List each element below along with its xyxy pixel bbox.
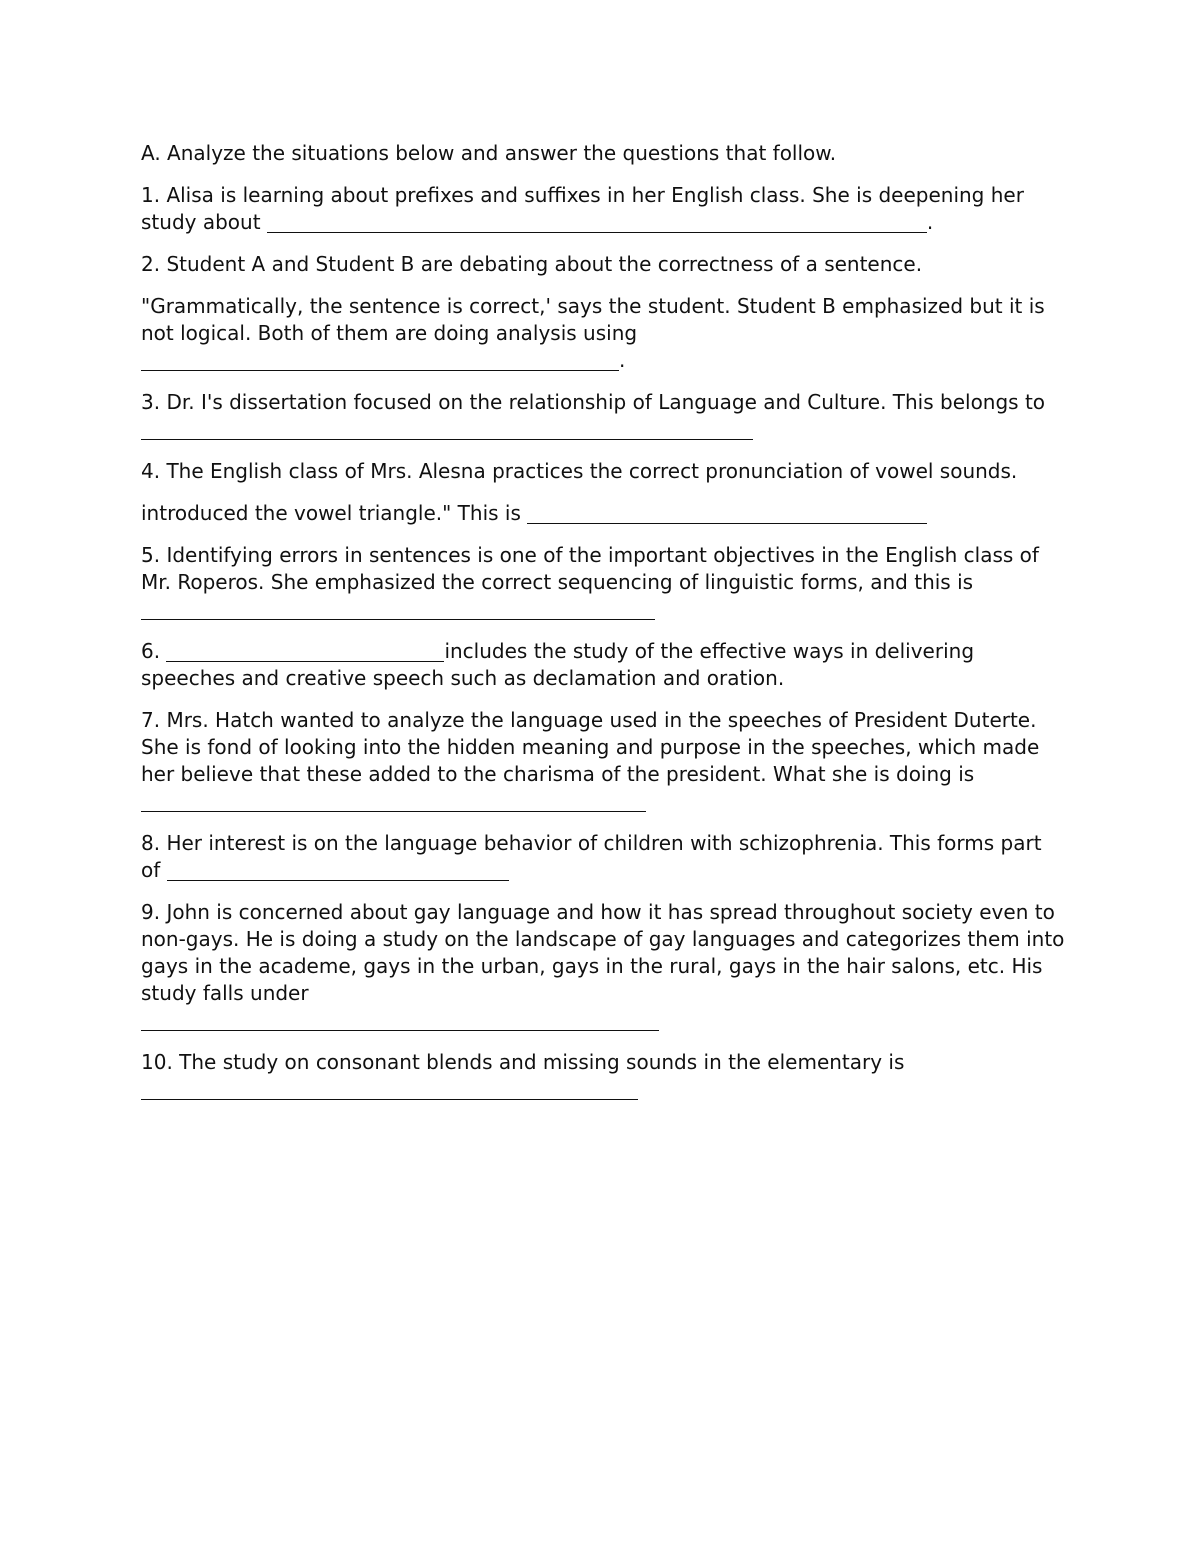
question-8 [141,830,1066,884]
answer-blank-6[interactable] [166,640,444,662]
question-1-text: 1. Alisa is learning about prefixes and suffixes in her English class. She is deepening her study about [141,183,1024,234]
question-1 [141,182,1066,236]
question-6-number: 6. [141,639,167,663]
question-10-text: 10. The study on consonant blends and missing sounds in the elementary is [141,1050,905,1074]
question-5-text: 5. Identifying errors in sentences is one of the important objectives in the English class of Mr. Roperos. She emphasized the correct sequencing of linguistic forms, and this is [141,543,1039,594]
answer-blank-3[interactable] [141,418,753,440]
question-2-body [141,293,1066,374]
answer-blank-2[interactable] [141,349,619,371]
question-1-tail: . [926,210,934,234]
question-6 [141,638,1066,692]
question-7 [141,707,1066,815]
answer-blank-10[interactable] [141,1078,638,1100]
instruction-text: A. Analyze the situations below and answer the questions that follow. [141,141,837,165]
question-6-text: includes the study of the effective ways in delivering speeches and creative speech such as declamation and oration. [141,639,975,690]
question-2-text: 2. Student A and Student B are debating about the correctness of a sentence. [141,252,923,276]
worksheet [141,140,1066,1118]
question-3 [141,389,1066,443]
question-10 [141,1049,1066,1103]
question-9 [141,899,1066,1034]
answer-blank-5[interactable] [141,598,655,620]
instruction [141,140,1066,167]
question-2-intro [141,251,1066,278]
question-4-text: 4. The English class of Mrs. Alesna practices the correct pronunciation of vowel sounds. [141,459,1018,483]
question-8-text: 8. Her interest is on the language behavior of children with schizophrenia. This forms part of [141,831,1042,882]
answer-blank-4[interactable] [527,502,927,524]
question-4-intro [141,458,1066,485]
answer-blank-9[interactable] [141,1009,659,1031]
question-2-detail: "Grammatically, the sentence is correct,' says the student. Student B emphasized but it is not logical. Both of them are doing analysis using [141,294,1045,345]
answer-blank-8[interactable] [167,859,509,881]
question-2-tail: . [619,348,626,372]
answer-blank-1[interactable] [267,211,927,233]
question-5 [141,542,1066,623]
answer-blank-7[interactable] [141,790,646,812]
question-7-text: 7. Mrs. Hatch wanted to analyze the language used in the speeches of President Duterte. She is fond of looking into the hidden meaning and purpose in the speeches, which made her believe that these added to the charisma of the president. What she is doing is [141,708,1040,786]
question-3-text: 3. Dr. I's dissertation focused on the relationship of Language and Culture. This belongs to [141,390,1046,414]
question-4-body [141,500,1066,527]
question-4-detail: introduced the vowel triangle." This is [141,501,528,525]
question-9-text: 9. John is concerned about gay language and how it has spread throughout society even to non-gays. He is doing a study on the landscape of gay languages and categorizes them into gays in the academe, gays in the urban, gays in the rural, gays in the hair salons, etc. His study falls under [141,900,1065,1005]
